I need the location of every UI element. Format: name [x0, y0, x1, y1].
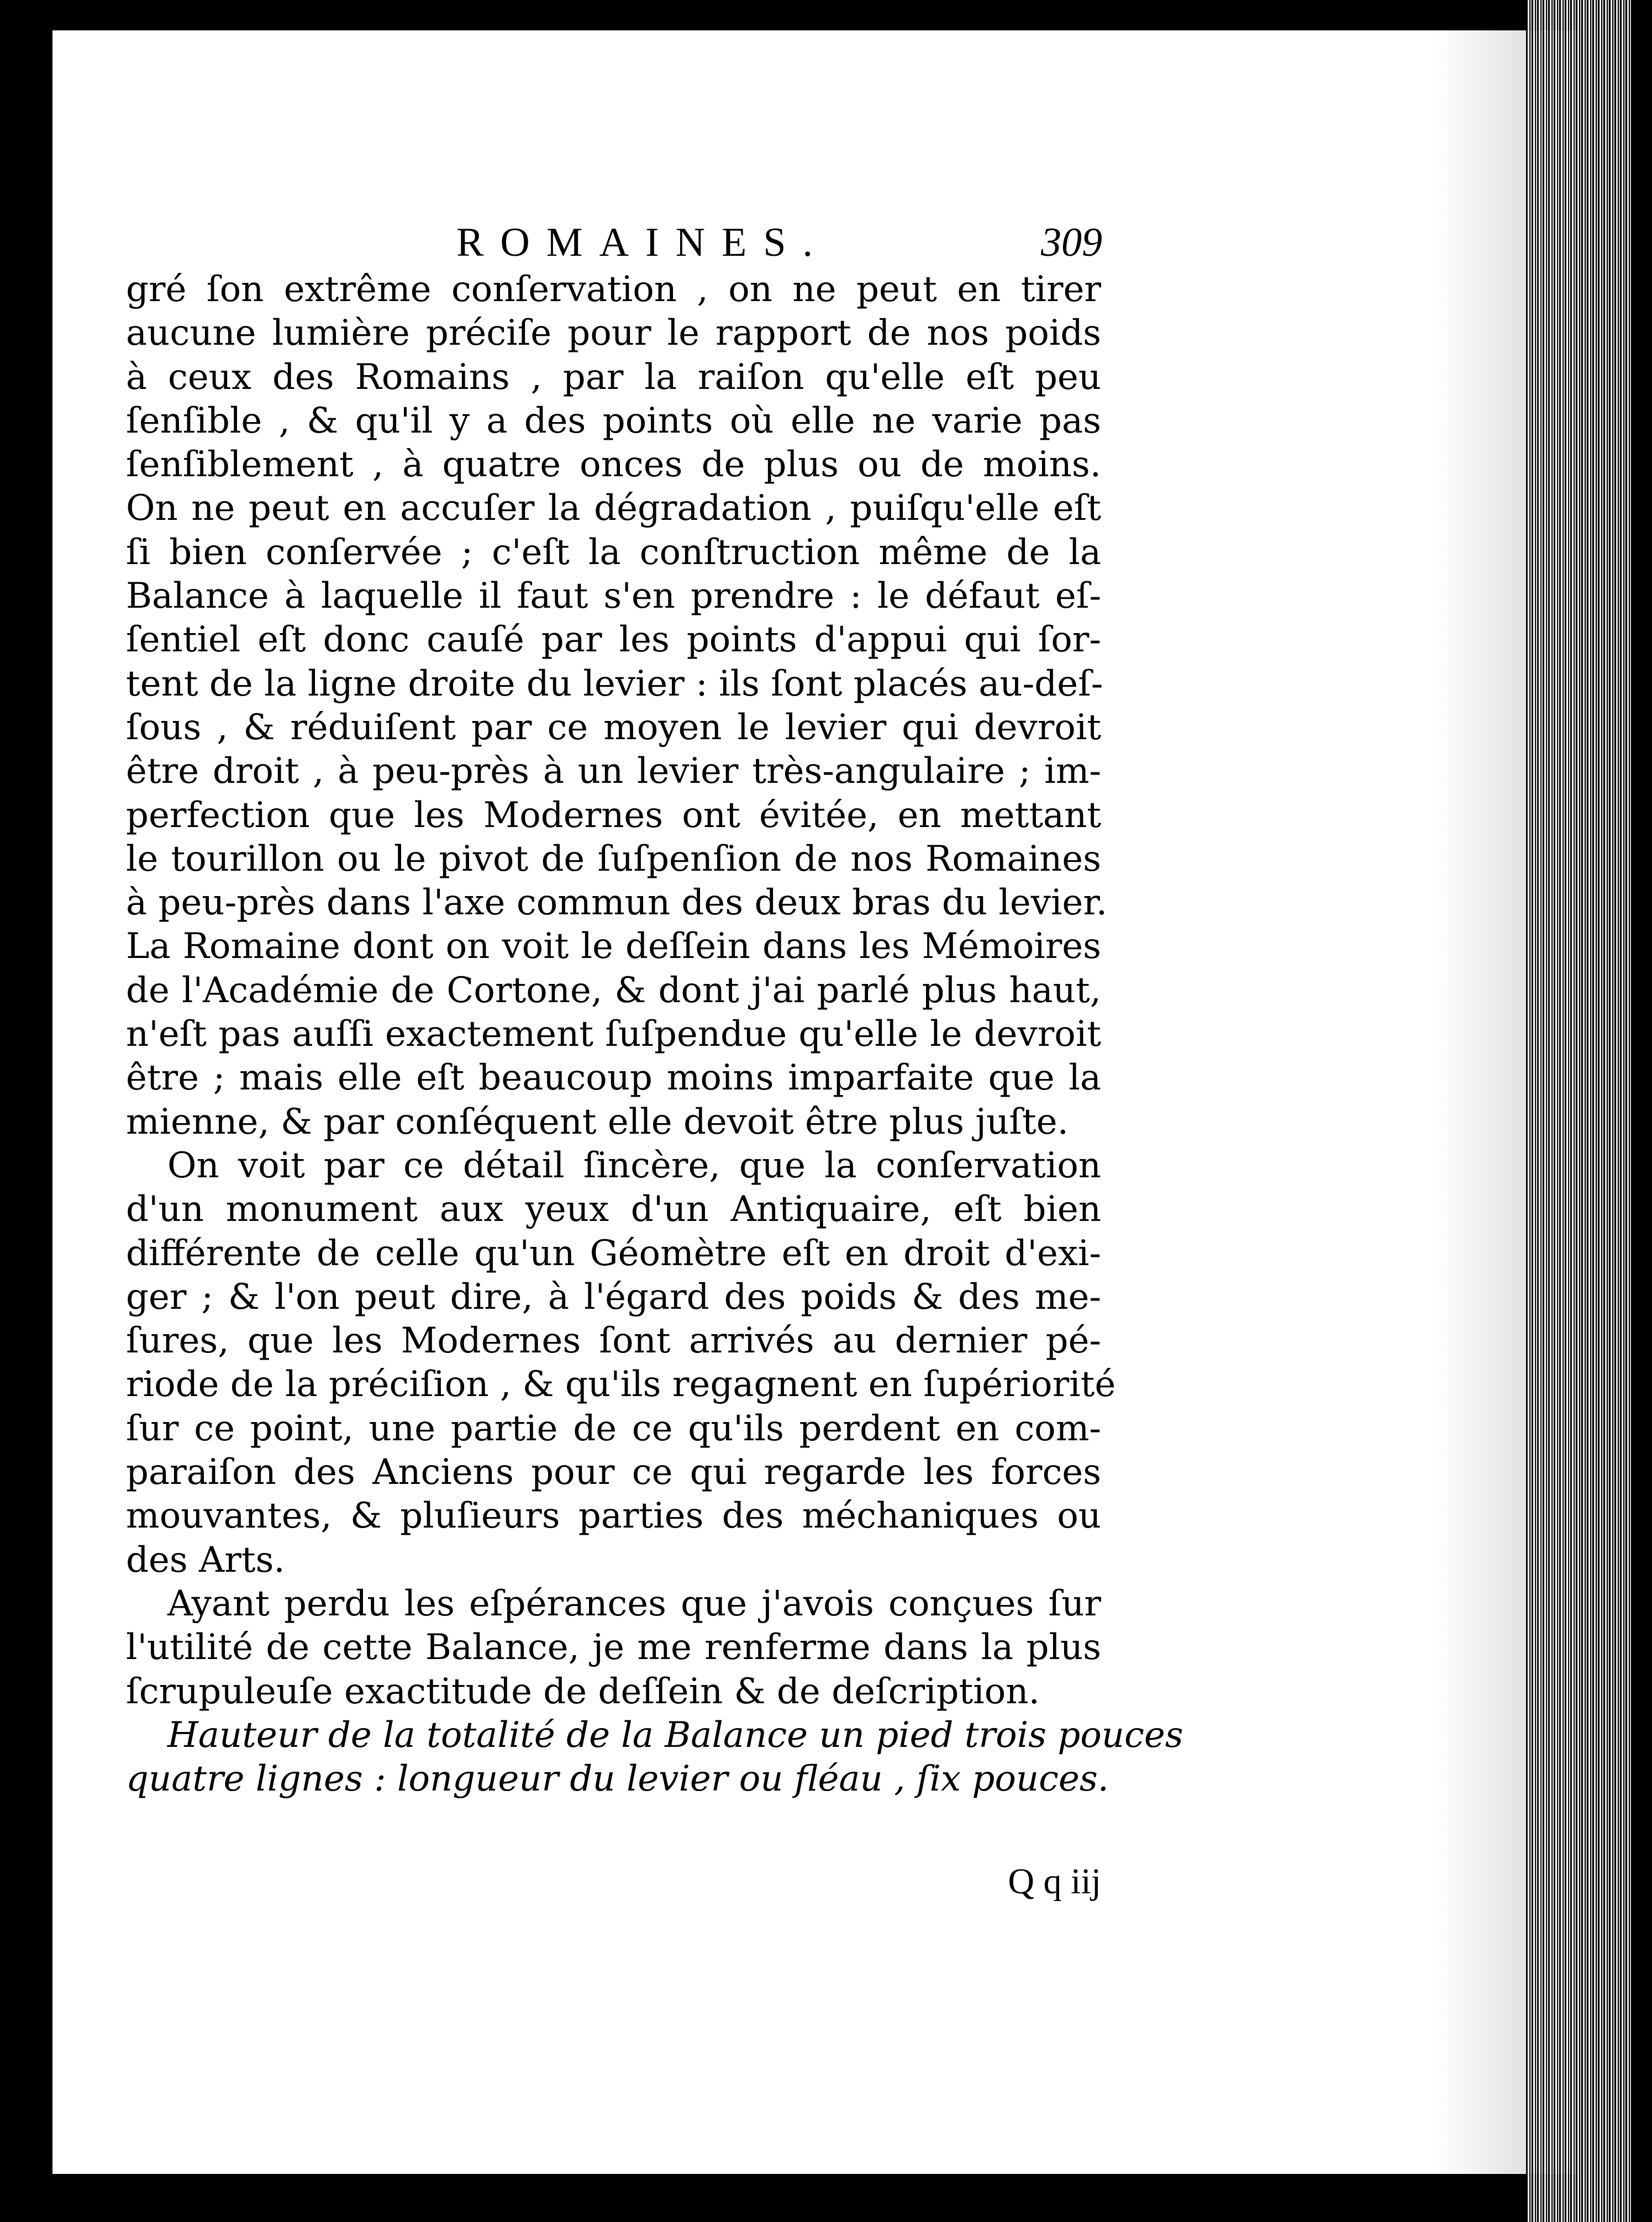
text-line: ger ; & l'on peut dire, à l'égard des poids & des me-	[126, 1276, 1101, 1318]
text-line: Ayant perdu les eſpérances que j'avois conçues ſur	[167, 1583, 1101, 1624]
text-line: ſenſiblement , à quatre onces de plus ou de moins.	[126, 444, 1101, 486]
paragraph-2	[126, 1144, 1116, 1582]
text-line: ſi bien conſervée ; c'eſt la conſtruction même de la	[126, 531, 1101, 573]
text-line: à peu-près dans l'axe commun des deux bras du levier.	[126, 882, 1108, 924]
text-line: riode de la préciſion , & qu'ils regagnent en ſupériorité	[126, 1364, 1116, 1405]
text-line: à ceux des Romains , par la raiſon qu'elle eſt peu	[126, 356, 1101, 398]
text-line: ſur ce point, une partie de ce qu'ils perdent en com-	[126, 1408, 1101, 1449]
text-line: aucune lumière préciſe pour le rapport de nos poids	[126, 313, 1101, 354]
text-line: n'eſt pas auſſi exactement ſuſpendue qu'elle le devroit	[126, 1014, 1101, 1055]
text-line: Balance à laquelle il faut s'en prendre : le défaut eſ-	[126, 576, 1101, 617]
text-line: mienne, & par conſéquent elle devoit être plus juſte.	[126, 1101, 1069, 1142]
text-line: ſenſible , & qu'il y a des points où elle ne varie pas	[126, 400, 1101, 441]
text-line: l'utilité de cette Balance, je me renferme dans la plus	[126, 1627, 1101, 1668]
text-line: ſous , & réduiſent par ce moyen le levier qui devroit	[126, 707, 1101, 748]
text-line: ſures, que les Modernes ſont arrivés au dernier pé-	[126, 1320, 1101, 1362]
text-line: être droit , à peu-près à un levier très-angulaire ; im-	[126, 751, 1101, 792]
text-line: paraiſon des Anciens pour ce qui regarde les forces	[126, 1452, 1101, 1493]
text-line: ſentiel eſt donc cauſé par les points d'appui qui ſor-	[126, 619, 1101, 661]
page-shadow	[1437, 22, 1530, 2177]
text-line: être ; mais elle eſt beaucoup moins imparfaite que la	[126, 1057, 1101, 1099]
signature-mark: Q q iij	[1008, 1861, 1101, 1902]
text-line: de l'Académie de Cortone, & dont j'ai parlé plus haut,	[126, 970, 1101, 1011]
text-line: différente de celle qu'un Géomètre eſt en droit d'exi-	[126, 1233, 1101, 1274]
paragraph-1	[126, 268, 1108, 1144]
text-line: le tourillon ou le pivot de ſuſpenſion de nos Romaines	[126, 838, 1101, 880]
text-line: gré ſon extrême conſervation , on ne peut en tirer	[126, 269, 1101, 310]
running-head	[124, 219, 1102, 267]
text-line: La Romaine dont on voit le deſſein dans les Mémoires	[126, 926, 1101, 967]
paragraph-3	[126, 1582, 1101, 1714]
text-line: d'un monument aux yeux d'un Antiquaire, eſt bien	[126, 1189, 1101, 1230]
text-line: tent de la ligne droite du levier : ils ſont placés au-deſ-	[126, 663, 1103, 704]
text-line: Hauteur de la totalité de la Balance un pied trois pouces	[167, 1714, 1183, 1756]
paragraph-dimensions	[126, 1714, 1183, 1802]
page-edge-stripes	[1526, 0, 1631, 2222]
text-line: des Arts.	[126, 1539, 285, 1581]
text-line: perfection que les Modernes ont évitée, en mettant	[126, 794, 1101, 836]
text-line: On voit par ce détail ſincère, que la conſervation	[167, 1145, 1101, 1186]
running-head-title: ROMAINES.	[456, 220, 829, 265]
page-number: 309	[1041, 220, 1102, 265]
text-line: ſcrupuleuſe exactitude de deſſein & de deſcription.	[126, 1671, 1040, 1712]
text-line: mouvantes, & pluſieurs parties des méchaniques ou	[126, 1496, 1101, 1537]
text-line: quatre lignes : longueur du levier ou fléau , ſix pouces.	[126, 1758, 1109, 1800]
text-line: On ne peut en accuſer la dégradation , puiſqu'elle eſt	[126, 488, 1101, 529]
body-text	[126, 268, 1183, 1801]
